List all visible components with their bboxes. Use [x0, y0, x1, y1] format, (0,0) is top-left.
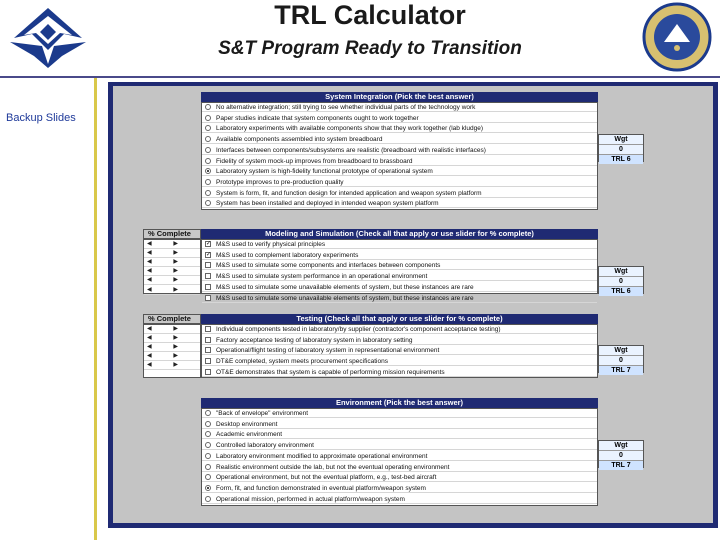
option-label: No alternative integration; still trying to see whether individual parts of the technology work	[216, 104, 476, 111]
option-label: Realistic environment outside the lab, but not the eventual operating environment	[216, 463, 450, 471]
spreadsheet-area	[113, 86, 713, 523]
slider-right-arrow-icon[interactable]: ▶	[173, 277, 178, 284]
radio-option-row[interactable]	[202, 167, 597, 176]
slider-right-arrow-icon[interactable]: ▶	[173, 268, 178, 275]
slider-right-arrow-icon[interactable]: ▶	[173, 241, 178, 247]
checkbox-option-row[interactable]	[202, 261, 597, 270]
wgt-value: 0	[599, 356, 643, 366]
checkbox[interactable]	[205, 273, 211, 279]
radio-option-row[interactable]	[202, 484, 597, 493]
radio-option-row[interactable]	[202, 441, 597, 450]
option-label: Operational environment, but not the eventual platform, e.g., test-bed aircraft	[216, 474, 437, 482]
slider-left-arrow-icon[interactable]: ◀	[147, 241, 152, 247]
radio-option-row[interactable]	[202, 124, 597, 133]
option-label: Individual components tested in laboratory/by supplier (contractor's component acceptance testing)	[216, 326, 501, 333]
radio-button[interactable]	[205, 200, 211, 206]
option-label: M&S used to simulate some components and interfaces between components	[216, 262, 441, 270]
section-header-testing: Testing (Check all that apply or use slider for % complete)	[201, 314, 598, 324]
checkbox-option-row[interactable]	[202, 325, 597, 334]
checkbox[interactable]	[205, 369, 211, 375]
radio-option-row[interactable]	[202, 199, 597, 208]
option-label: M&S used to simulate system performance in an operational environment	[216, 273, 428, 281]
option-label: Laboratory experiments with available components show that they work together (lab kludge)	[216, 125, 484, 133]
option-label: Operational/flight testing of laboratory system in representational environment	[216, 347, 440, 355]
radio-option-row[interactable]	[202, 420, 597, 429]
checkbox[interactable]	[205, 295, 211, 301]
slider-left-arrow-icon[interactable]: ◀	[147, 268, 152, 275]
radio-option-row[interactable]	[202, 452, 597, 461]
option-label: Academic environment	[216, 431, 283, 439]
slider-left-arrow-icon[interactable]: ◀	[147, 326, 152, 332]
radio-option-row[interactable]	[202, 495, 597, 504]
pct-slider[interactable]	[144, 343, 200, 352]
radio-option-row[interactable]	[202, 473, 597, 482]
radio-button[interactable]	[205, 125, 211, 131]
radio-option-row[interactable]	[202, 135, 597, 144]
checkbox[interactable]	[205, 337, 211, 343]
radio-button[interactable]	[205, 168, 211, 174]
checkbox[interactable]	[205, 326, 211, 332]
option-label: System is form, fit, and function design for intended application and weapon system platform	[216, 189, 482, 197]
trl-result: TRL 6	[599, 155, 643, 164]
ms-slider-column	[143, 239, 201, 294]
radio-option-row[interactable]	[202, 463, 597, 472]
modeling-simulation-weight	[598, 266, 644, 294]
option-label: Interfaces between components/subsystems are realistic (breadboard with realistic interfaces)	[216, 146, 486, 154]
section-header-environment: Environment (Pick the best answer)	[201, 398, 598, 408]
option-label: "Back of envelope" environment	[216, 410, 309, 417]
checkbox[interactable]: ✓	[206, 241, 212, 247]
checkbox[interactable]	[205, 262, 211, 268]
slider-right-arrow-icon[interactable]: ▶	[173, 286, 178, 293]
radio-button[interactable]	[205, 158, 211, 164]
trl-result: TRL 7	[599, 366, 643, 375]
checkbox-option-row[interactable]	[202, 251, 597, 260]
air-force-logo-icon	[4, 2, 92, 70]
checkbox[interactable]	[205, 358, 211, 364]
testing-slider-column	[143, 324, 201, 378]
option-label: Available components assembled into system breadboard	[216, 136, 383, 144]
slider-left-arrow-icon[interactable]: ◀	[147, 259, 152, 266]
radio-button[interactable]	[205, 104, 211, 110]
trl-result: TRL 7	[599, 461, 643, 470]
pct-slider[interactable]	[144, 258, 200, 267]
radio-option-row[interactable]	[202, 409, 597, 418]
radio-option-row[interactable]	[202, 178, 597, 187]
slider-right-arrow-icon[interactable]: ▶	[173, 335, 178, 342]
option-label: M&S used to verify physical principles	[216, 241, 326, 248]
checkbox-option-row[interactable]	[202, 346, 597, 355]
modeling-simulation-list	[201, 239, 598, 302]
option-label: Fidelity of system mock-up improves from breadboard to brassboard	[216, 157, 413, 165]
slider-left-arrow-icon[interactable]: ◀	[147, 250, 152, 257]
radio-option-row[interactable]	[202, 157, 597, 166]
slider-left-arrow-icon[interactable]: ◀	[147, 353, 152, 360]
checkbox-option-row[interactable]	[202, 336, 597, 345]
pct-slider[interactable]	[144, 352, 200, 361]
header-divider	[0, 76, 720, 78]
wgt-label: Wgt	[599, 346, 643, 356]
option-label: M&S used to complement laboratory experiments	[216, 251, 359, 259]
option-label: Laboratory environment modified to approximate operational environment	[216, 452, 428, 460]
section-header-modeling-simulation: Modeling and Simulation (Check all that apply or use slider for % complete)	[201, 229, 598, 239]
slider-right-arrow-icon[interactable]: ▶	[173, 353, 178, 360]
testing-list	[201, 324, 598, 378]
pct-slider[interactable]	[144, 286, 200, 295]
wgt-value: 0	[599, 451, 643, 461]
radio-button[interactable]	[205, 410, 211, 416]
radio-button[interactable]	[205, 485, 211, 491]
radio-option-row[interactable]	[202, 103, 597, 112]
radio-button[interactable]	[205, 147, 211, 153]
radio-button[interactable]	[205, 136, 211, 142]
option-label: Controlled laboratory environment	[216, 442, 314, 450]
pct-complete-header: % Complete	[143, 229, 201, 239]
slider-right-arrow-icon[interactable]: ▶	[173, 250, 178, 257]
radio-button[interactable]	[205, 431, 211, 437]
slider-right-arrow-icon[interactable]: ▶	[173, 362, 178, 369]
pct-slider[interactable]	[144, 249, 200, 258]
option-label: OT&E demonstrates that system is capable of performing mission requirements	[216, 368, 445, 376]
slider-left-arrow-icon[interactable]: ◀	[147, 344, 152, 351]
checkbox-option-row[interactable]	[202, 240, 597, 249]
option-label: Form, fit, and function demonstrated in eventual platform/weapon system	[216, 484, 426, 492]
radio-button[interactable]	[205, 474, 211, 480]
radio-option-row[interactable]	[202, 189, 597, 198]
option-label: Prototype improves to pre-production quality	[216, 178, 344, 186]
sidebar-backup-slides-link[interactable]: Backup Slides	[6, 112, 76, 124]
option-label: M&S used to simulate some unavailable elements of system, but these instances are rare	[216, 294, 474, 302]
pct-slider[interactable]	[144, 325, 200, 334]
option-label: M&S used to simulate some unavailable elements of system, but these instances are rare	[216, 283, 474, 291]
wgt-value: 0	[599, 277, 643, 287]
slider-left-arrow-icon[interactable]: ◀	[147, 286, 152, 293]
wgt-label: Wgt	[599, 135, 643, 145]
checkbox-option-row[interactable]	[202, 294, 597, 303]
radio-option-row[interactable]	[202, 430, 597, 439]
option-label: DT&E completed, system meets procurement specifications	[216, 358, 388, 366]
slider-left-arrow-icon[interactable]: ◀	[147, 362, 152, 369]
radio-button[interactable]	[205, 442, 211, 448]
radio-button[interactable]	[205, 179, 211, 185]
left-sidebar	[0, 78, 97, 540]
command-seal-icon	[642, 2, 712, 72]
radio-option-row[interactable]	[202, 146, 597, 155]
testing-weight	[598, 345, 644, 373]
slider-right-arrow-icon[interactable]: ▶	[173, 259, 178, 266]
radio-button[interactable]	[205, 496, 211, 502]
system-integration-list	[201, 102, 598, 210]
option-label: Laboratory system is high-fidelity functional prototype of operational system	[216, 168, 433, 176]
radio-button[interactable]	[205, 464, 211, 470]
slider-right-arrow-icon[interactable]: ▶	[173, 344, 178, 351]
pct-slider[interactable]	[144, 267, 200, 276]
slider-left-arrow-icon[interactable]: ◀	[147, 277, 152, 284]
option-label: Factory acceptance testing of laboratory system in laboratory setting	[216, 336, 413, 344]
wgt-label: Wgt	[599, 267, 643, 277]
environment-list	[201, 408, 598, 506]
wgt-value: 0	[599, 145, 643, 155]
option-label: Operational mission, performed in actual platform/weapon system	[216, 495, 405, 503]
option-label: System has been installed and deployed in intended weapon system platform	[216, 200, 439, 208]
option-label: Paper studies indicate that system components ought to work together	[216, 114, 419, 122]
checkbox-option-row[interactable]	[202, 357, 597, 366]
radio-button[interactable]	[205, 421, 211, 427]
checkbox-option-row[interactable]	[202, 368, 597, 377]
radio-button[interactable]	[205, 115, 211, 121]
wgt-label: Wgt	[599, 441, 643, 451]
option-label: Desktop environment	[216, 420, 278, 428]
checkbox[interactable]	[205, 347, 211, 353]
checkbox-option-row[interactable]	[202, 283, 597, 292]
radio-button[interactable]	[205, 453, 211, 459]
checkbox[interactable]: ✓	[206, 251, 212, 258]
page-subtitle: S&T Program Ready to Transition	[218, 38, 522, 59]
environment-weight	[598, 440, 644, 468]
page-title: TRL Calculator	[274, 0, 466, 30]
radio-button[interactable]	[205, 190, 211, 196]
trl-result: TRL 6	[599, 287, 643, 296]
checkbox[interactable]	[205, 284, 211, 290]
pct-slider[interactable]	[144, 334, 200, 343]
slider-left-arrow-icon[interactable]: ◀	[147, 335, 152, 342]
section-header-system-integration: System Integration (Pick the best answer)	[201, 92, 598, 102]
pct-slider[interactable]	[144, 276, 200, 285]
pct-complete-header: % Complete	[143, 314, 201, 324]
radio-option-row[interactable]	[202, 114, 597, 123]
checkbox-option-row[interactable]	[202, 272, 597, 281]
pct-slider[interactable]	[144, 240, 200, 249]
system-integration-weight	[598, 134, 644, 162]
pct-slider[interactable]	[144, 361, 200, 370]
slider-right-arrow-icon[interactable]: ▶	[173, 326, 178, 332]
